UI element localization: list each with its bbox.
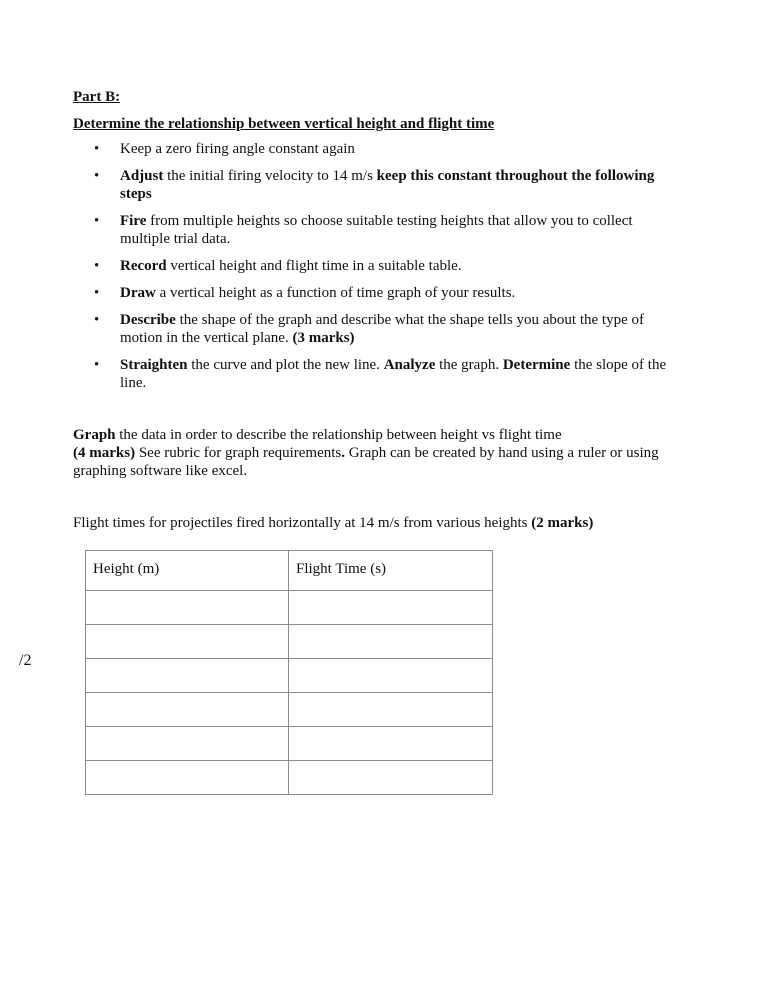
list-item: • Keep a zero firing angle constant again [94,141,355,157]
table-cell[interactable] [289,625,493,659]
table-cell[interactable] [289,591,493,625]
bullet-icon: • [94,258,100,274]
list-item: • Record vertical height and flight time in a suitable table. [94,258,462,274]
list-item: • Draw a vertical height as a function of time graph of your results. [94,285,516,301]
column-header-height: Height (m) [86,551,289,591]
table-cell[interactable] [289,727,493,761]
list-item: • Straighten the curve and plot the new line. Analyze the graph. Determine the slope of the line. [94,357,667,391]
bullet-icon: • [94,168,100,184]
table-header-row [86,551,493,591]
column-header-flight-time: Flight Time (s) [289,551,493,591]
list-item: • Adjust the initial firing velocity to 14 m/s keep this constant throughout the following steps [94,168,655,202]
bullet-icon: • [94,285,100,301]
table-cell[interactable] [86,727,289,761]
table-cell[interactable] [289,693,493,727]
table-cell[interactable] [289,761,493,795]
table-cell[interactable] [86,761,289,795]
table-row [86,659,493,693]
bullet-icon: • [94,213,100,229]
bullet-icon: • [94,357,100,373]
bullet-icon: • [94,312,100,328]
table-row [86,591,493,625]
list-item: • Describe the shape of the graph and describe what the shape tells you about the type of motion in the vertical plane. (3 marks) [94,312,644,346]
table-cell[interactable] [86,625,289,659]
steps-list [0,140,700,401]
graph-instructions: Graph the data in order to describe the relationship between height vs flight time (4 marks) See rubric for graph requirements. Graph can be created by hand using a ruler or using graphing software like excel. [73,427,659,479]
part-title: Part B: [73,89,121,105]
section-title: Determine the relationship between vertical height and flight time [73,116,495,132]
score-marker: /2 [19,652,32,669]
table-cell[interactable] [86,659,289,693]
table-cell[interactable] [289,659,493,693]
table-row [86,693,493,727]
table-cell[interactable] [86,693,289,727]
table-row [86,625,493,659]
list-item: • Fire from multiple heights so choose suitable testing heights that allow you to collect multiple trial data. [94,213,633,247]
table-row [86,761,493,795]
table-caption: Flight times for projectiles fired horizontally at 14 m/s from various heights (2 marks) [73,515,594,531]
data-table [85,550,493,795]
bullet-icon: • [94,141,100,157]
table-cell[interactable] [86,591,289,625]
table-row [86,727,493,761]
